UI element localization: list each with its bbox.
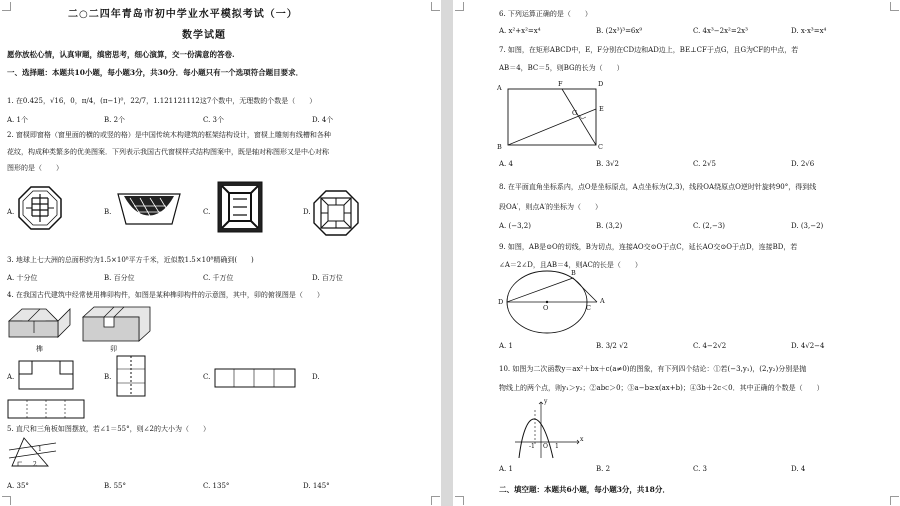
corner-mark (455, 496, 464, 505)
tick-one-label: 1 (555, 443, 559, 450)
q7-option-c[interactable]: C. 2√5 (693, 160, 716, 168)
point-f-label: F (558, 80, 563, 88)
q8-option-b[interactable]: B. (3,2) (596, 222, 623, 230)
exam-subtitle: 数学试题 (182, 30, 226, 41)
q5-option-a[interactable]: A. 35° (7, 482, 29, 490)
q6-option-c[interactable]: C. 4x³−2x²=2x³ (693, 27, 748, 35)
q2-option-d-label[interactable]: D. (303, 208, 311, 216)
tenon-figure (8, 305, 78, 345)
section-heading-choice: 一、选择题：本题共10小题，每小题3分，共30分．每小题只有一个选项符合题目要求． (7, 68, 304, 77)
question-8-line-2: 段OA′，则点A′的坐标为（ ） (499, 203, 603, 211)
q9-option-d[interactable]: D. 4√2−4 (791, 342, 825, 350)
page-gutter (441, 0, 453, 506)
q4-view-a-figure (18, 360, 74, 390)
corner-mark (431, 496, 440, 505)
q4-option-c-label[interactable]: C. (203, 373, 211, 381)
section-heading-fill-in: 二、填空题：本题共6小题，每小题3分，共18分． (499, 485, 670, 494)
corner-mark (890, 496, 899, 505)
origin-label: O (543, 443, 548, 450)
question-9-line-2: ∠A＝2∠D，且AB＝4，则AC的长是（ ） (499, 261, 642, 269)
question-1-text: 1. 在0.425，√16，0，π/4，(π−1)⁰，22/7，1.121121112这7个数中，无理数的个数是（ ） (7, 97, 317, 105)
q4-view-b-figure (116, 355, 146, 397)
angle-2-label: 2 (33, 461, 37, 468)
q3-option-a[interactable]: A. 十分位 (7, 274, 38, 282)
question-2-line-3: 图形的是（ ） (7, 164, 63, 172)
question-7-line-2: AB＝4，BC＝5，则BG的长为（ ） (499, 64, 624, 72)
q7-option-d[interactable]: D. 2√6 (791, 160, 815, 168)
window-lattice-d-figure (313, 190, 359, 236)
corner-mark (2, 496, 11, 505)
q3-option-d[interactable]: D. 百万位 (312, 274, 343, 282)
point-d-label: D (598, 80, 604, 88)
window-lattice-c-figure (217, 181, 263, 233)
q2-option-c-label[interactable]: C. (203, 208, 211, 216)
point-e-label: E (599, 105, 604, 113)
q9-point-d-label: D (498, 298, 504, 306)
corner-mark (2, 2, 11, 11)
q2-option-a-label[interactable]: A. (7, 208, 15, 216)
q4-option-a-label[interactable]: A. (7, 373, 15, 381)
mortise-figure (82, 305, 158, 345)
q4-view-d-figure (7, 399, 85, 419)
q9-point-b-label: B (571, 269, 576, 277)
exam-page-left (0, 0, 441, 506)
question-2-line-2: 花纹，构成种类繁多的优美图案．下列表示我国古代窗棂样式结构图案中，既是轴对称图形又是中心对称 (7, 148, 329, 156)
q2-option-b-label[interactable]: B. (104, 208, 112, 216)
question-4-text: 4. 在我国古代建筑中经常使用榫卯构件，如图是某种榫卯构件的示意图，其中，卯的俯视图是（ ） (7, 291, 324, 299)
q9-point-a-label: A (600, 297, 605, 305)
q6-option-d[interactable]: D. x·x³=x⁴ (791, 27, 827, 35)
q8-option-d[interactable]: D. (3,−2) (791, 222, 824, 230)
q7-option-a[interactable]: A. 4 (499, 160, 513, 168)
y-axis-label: y (544, 398, 548, 405)
question-3-text: 3. 地球上七大洲的总面积约为1.5×10⁸平方千米，近似数1.5×10⁸精确到( ) (7, 256, 254, 264)
q3-option-c[interactable]: C. 千万位 (203, 274, 234, 282)
question-10-line-2: 物线上的两个点，则y₁＞y₂；②abc＞0；③a−b≥x(ax+b)；④3b＋2c＜0．其中正确的个数是（ ） (499, 384, 824, 392)
point-g-label: G (572, 109, 578, 117)
q10-option-b[interactable]: B. 2 (596, 465, 611, 473)
exam-title: 二○二四年青岛市初中学业水平模拟考试（一） (68, 9, 298, 20)
window-lattice-a-figure (18, 186, 62, 230)
q7-option-b[interactable]: B. 3√2 (596, 160, 619, 168)
question-8-line-1: 8. 在平面直角坐标系内，点O是坐标原点，A点坐标为(2,3)，线段OA绕原点O逆时针旋转90°，得到线 (499, 183, 817, 191)
corner-mark (431, 2, 440, 11)
q8-option-c[interactable]: C. (2,−3) (693, 222, 726, 230)
exam-page-right (453, 0, 900, 506)
rectangle-abcd-figure (507, 88, 599, 146)
tick-minus-one-label: -1 (529, 443, 535, 450)
question-2-line-1: 2. 窗棂即窗格（窗里面的横的或竖的格）是中国传统木构建筑的框架结构设计，窗棂上雕刻有线槽和各种 (7, 131, 331, 139)
q10-option-c[interactable]: C. 3 (693, 465, 708, 473)
window-lattice-b-figure (116, 192, 182, 226)
point-a-label: A (497, 84, 502, 92)
corner-mark (890, 2, 899, 11)
point-b-label: B (497, 143, 502, 151)
question-9-line-1: 9. 如图，AB是⊙O的切线，B为切点，连接AO交⊙O于点C，延长AO交⊙O于点D，连接BD，若 (499, 243, 798, 251)
q5-option-b[interactable]: B. 55° (104, 482, 127, 490)
exam-motto: 愿你放松心情，认真审题，缜密思考，细心演算，交一份满意的答卷. (7, 50, 235, 59)
q3-option-b[interactable]: B. 百分位 (104, 274, 135, 282)
parabola-graph-figure (511, 400, 584, 460)
q9-option-c[interactable]: C. 4−2√2 (693, 342, 727, 350)
point-c-label: C (598, 143, 603, 151)
q9-point-o-label: O (543, 304, 549, 312)
question-7-line-1: 7. 如图，在矩形ABCD中，E，F分别在CD边和AD边上，BE⊥CF于点G，且G为CF的中点，若 (499, 46, 799, 54)
mortise-label: 卯 (110, 345, 117, 353)
q6-option-a[interactable]: A. x²+x²=x⁴ (499, 27, 541, 35)
q9-point-c-label: C (586, 304, 591, 312)
q1-option-a[interactable]: A. 1个 (7, 116, 28, 124)
q1-option-c[interactable]: C. 3个 (203, 116, 225, 124)
q9-option-a[interactable]: A. 1 (499, 342, 513, 350)
q10-option-d[interactable]: D. 4 (791, 465, 806, 473)
q1-option-b[interactable]: B. 2个 (104, 116, 126, 124)
q6-option-b[interactable]: B. (2x³)³=6x⁹ (596, 27, 643, 35)
q10-option-a[interactable]: A. 1 (499, 465, 513, 473)
q5-option-c[interactable]: C. 135° (203, 482, 230, 490)
q1-option-d[interactable]: D. 4个 (312, 116, 334, 124)
q4-view-c-figure (214, 368, 296, 388)
question-6-text: 6. 下列运算正确的是（ ） (499, 10, 592, 18)
angle-1-label: 1 (38, 446, 42, 453)
question-5-text: 5. 直尺和三角板如图摆放，若∠1＝55°，则∠2的大小为（ ） (7, 425, 210, 433)
corner-mark (455, 2, 464, 11)
question-10-line-1: 10. 如图为二次函数y＝ax²＋bx＋c(a≠0)的图象，有下列四个结论：①若(−3,y₁)，(2,y₂)分别是抛 (499, 365, 807, 373)
tenon-label: 榫 (36, 345, 43, 353)
x-axis-label: x (580, 436, 584, 443)
q9-option-b[interactable]: B. 3/2 √2 (596, 342, 628, 350)
q4-option-d-label[interactable]: D. (312, 373, 320, 381)
q5-option-d[interactable]: D. 145° (303, 482, 330, 490)
q4-option-b-label[interactable]: B. (104, 373, 112, 381)
q8-option-a[interactable]: A. (−3,2) (499, 222, 531, 230)
